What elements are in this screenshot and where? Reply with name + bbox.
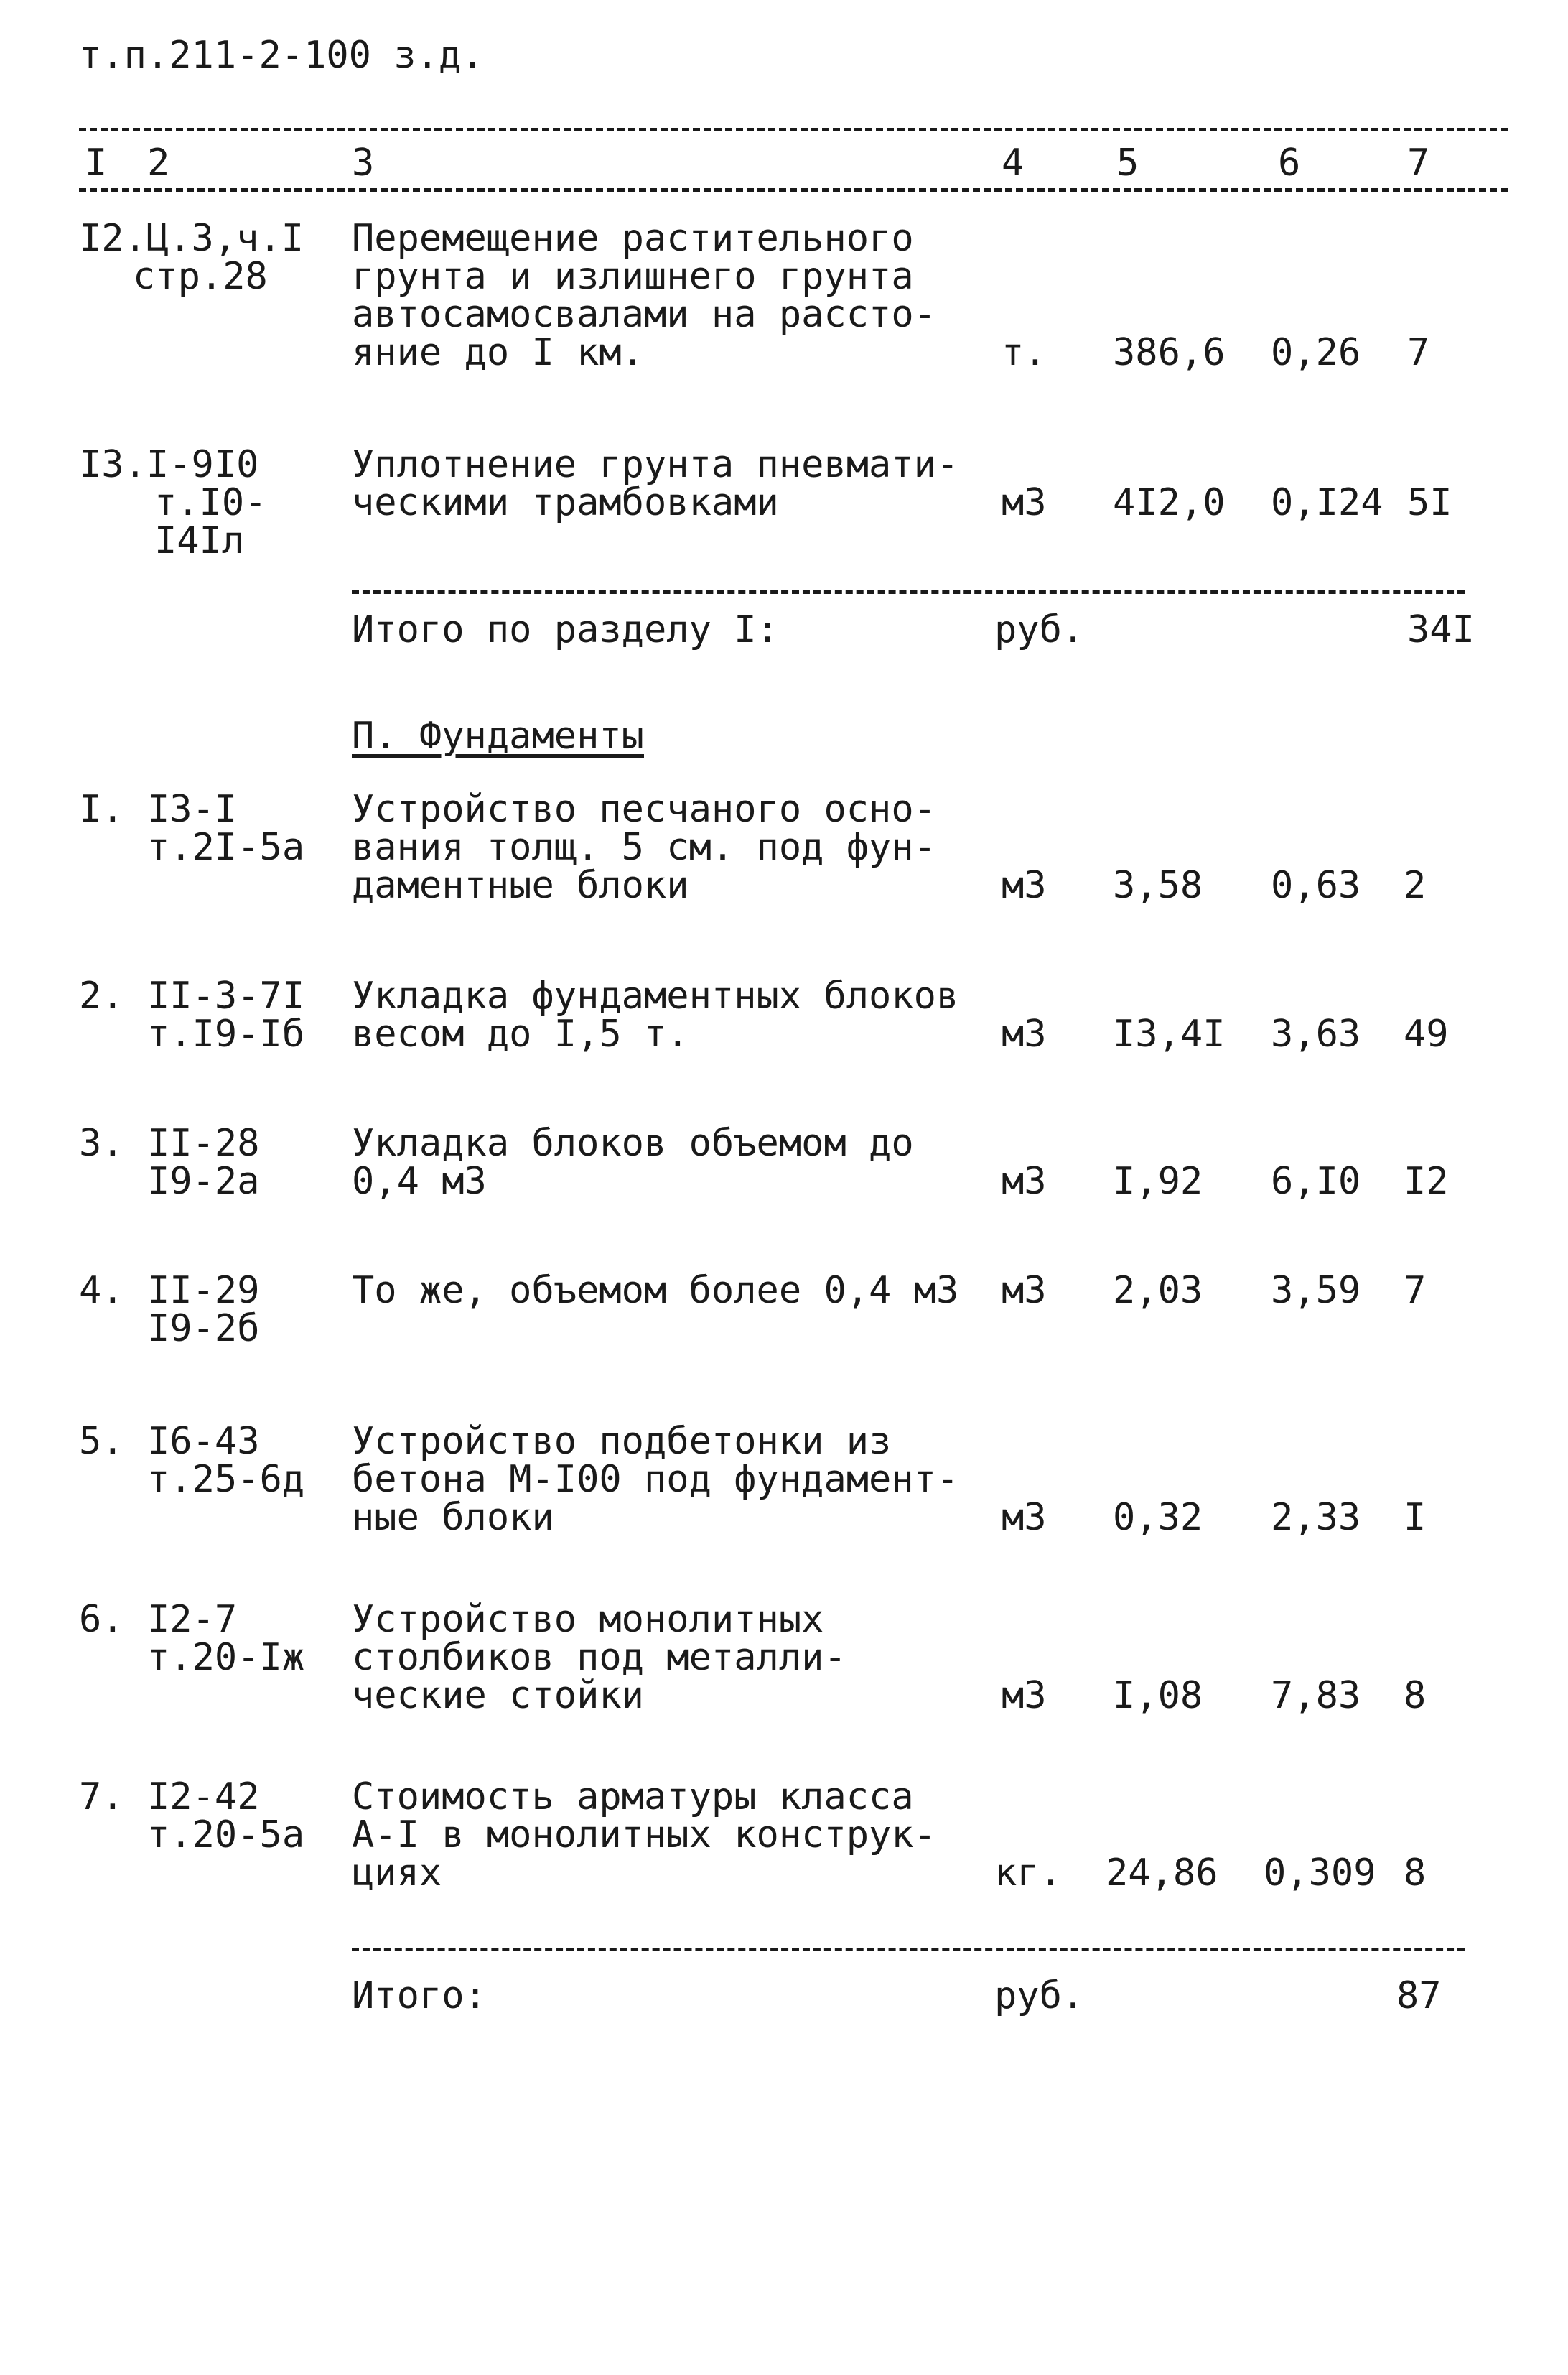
row-description-line: Устройство песчаного осно- bbox=[352, 788, 936, 831]
subtotal-unit: руб. bbox=[994, 1974, 1085, 2017]
row-code-line: I2.Ц.3,ч.I bbox=[79, 217, 304, 260]
row-number: 7. bbox=[79, 1775, 124, 1818]
row-code-line: т.2I-5а bbox=[147, 826, 305, 869]
row-unit: кг. bbox=[994, 1851, 1062, 1895]
row-description-line: Укладка блоков объемом до bbox=[352, 1122, 914, 1165]
row-unit: м3 bbox=[1002, 1269, 1047, 1312]
col-header-5: 5 bbox=[1116, 141, 1139, 185]
row-total: 7 bbox=[1407, 331, 1430, 374]
row-description-line: автосамосвалами на рассто- bbox=[352, 293, 936, 336]
subtotal-rule bbox=[352, 590, 1465, 594]
row-description-line: Устройство подбетонки из bbox=[352, 1420, 892, 1463]
row-unit-price: 0,26 bbox=[1271, 331, 1361, 374]
row-unit: м3 bbox=[1002, 1674, 1047, 1717]
subtotal-label: Итого по разделу I: bbox=[352, 608, 779, 651]
row-code-line: I9-2а bbox=[147, 1160, 260, 1203]
section-title: П. Фундаменты bbox=[352, 715, 644, 758]
row-description-line: Укладка фундаментных блоков bbox=[352, 975, 959, 1018]
row-total: I bbox=[1404, 1496, 1427, 1539]
col-header-1: I bbox=[85, 141, 108, 185]
document-reference: т.п.211-2-100 з.д. bbox=[79, 34, 484, 77]
row-description-line: 0,4 м3 bbox=[352, 1160, 487, 1203]
subtotal-rule bbox=[352, 1948, 1465, 1951]
row-code-line: I4Iл bbox=[154, 519, 245, 562]
row-quantity: I,92 bbox=[1113, 1160, 1203, 1203]
subtotal-label: Итого: bbox=[352, 1974, 487, 2017]
row-description-line: То же, объемом более 0,4 м3 bbox=[352, 1269, 959, 1312]
row-number: 4. bbox=[79, 1269, 124, 1312]
col-header-4: 4 bbox=[1002, 141, 1025, 185]
row-description-line: Стоимость арматуры класса bbox=[352, 1775, 914, 1818]
row-quantity: 0,32 bbox=[1113, 1496, 1203, 1539]
row-description-line: А-I в монолитных конструк- bbox=[352, 1813, 936, 1856]
row-description-line: ческие стойки bbox=[352, 1674, 644, 1717]
row-code-line: т.20-5а bbox=[147, 1813, 305, 1856]
row-description-line: даментные блоки bbox=[352, 864, 689, 907]
row-code-line: т.I0- bbox=[154, 481, 267, 524]
row-unit-price: 2,33 bbox=[1271, 1496, 1361, 1539]
row-description-line: Устройство монолитных bbox=[352, 1598, 824, 1641]
row-description-line: яние до I км. bbox=[352, 331, 644, 374]
row-number: 2. bbox=[79, 975, 124, 1018]
header-top-rule bbox=[79, 128, 1508, 131]
row-code-line: I2-7 bbox=[147, 1598, 238, 1641]
row-unit-price: 3,59 bbox=[1271, 1269, 1361, 1312]
row-quantity: 386,6 bbox=[1113, 331, 1226, 374]
col-header-3: 3 bbox=[352, 141, 375, 185]
row-unit-price: 0,63 bbox=[1271, 864, 1361, 907]
col-header-2: 2 bbox=[147, 141, 170, 185]
row-total: 5I bbox=[1407, 481, 1452, 524]
row-number: 5. bbox=[79, 1420, 124, 1463]
row-number: I. bbox=[79, 788, 124, 831]
row-code-line: I9-2б bbox=[147, 1307, 260, 1350]
subtotal-unit: руб. bbox=[994, 608, 1085, 651]
row-code-line: II-29 bbox=[147, 1269, 260, 1312]
row-code-line: т.I9-Iб bbox=[147, 1013, 305, 1056]
row-quantity: 4I2,0 bbox=[1113, 481, 1226, 524]
row-code-line: I3-I bbox=[147, 788, 238, 831]
row-code-line: стр.28 bbox=[133, 255, 268, 298]
row-description-line: весом до I,5 т. bbox=[352, 1013, 689, 1056]
row-code-line: I6-43 bbox=[147, 1420, 260, 1463]
row-unit-price: 6,I0 bbox=[1271, 1160, 1361, 1203]
row-unit: т. bbox=[1002, 331, 1047, 374]
row-total: I2 bbox=[1404, 1160, 1449, 1203]
row-total: 7 bbox=[1404, 1269, 1427, 1312]
row-description-line: вания толщ. 5 см. под фун- bbox=[352, 826, 936, 869]
row-unit: м3 bbox=[1002, 481, 1047, 524]
row-quantity: 24,86 bbox=[1106, 1851, 1218, 1895]
row-unit: м3 bbox=[1002, 1160, 1047, 1203]
row-description-line: ческими трамбовками bbox=[352, 481, 779, 524]
row-description-line: циях bbox=[352, 1851, 442, 1895]
row-code-line: т.25-6д bbox=[147, 1458, 305, 1501]
row-description-line: ные блоки bbox=[352, 1496, 554, 1539]
row-code-line: I3.I-9I0 bbox=[79, 443, 259, 486]
row-quantity: I,08 bbox=[1113, 1674, 1203, 1717]
row-code-line: I2-42 bbox=[147, 1775, 260, 1818]
row-number: 3. bbox=[79, 1122, 124, 1165]
row-unit-price: 3,63 bbox=[1271, 1013, 1361, 1056]
row-code-line: II-3-7I bbox=[147, 975, 305, 1018]
row-total: 2 bbox=[1404, 864, 1427, 907]
col-header-7: 7 bbox=[1407, 141, 1430, 185]
row-code-line: т.20-Iж bbox=[147, 1636, 305, 1679]
row-description-line: Перемещение растительного bbox=[352, 217, 914, 260]
col-header-6: 6 bbox=[1278, 141, 1301, 185]
row-description-line: столбиков под металли- bbox=[352, 1636, 846, 1679]
header-bottom-rule bbox=[79, 188, 1508, 192]
row-unit: м3 bbox=[1002, 864, 1047, 907]
row-description-line: бетона М-I00 под фундамент- bbox=[352, 1458, 959, 1501]
row-total: 8 bbox=[1404, 1674, 1427, 1717]
row-quantity: 3,58 bbox=[1113, 864, 1203, 907]
subtotal-total: 34I bbox=[1407, 608, 1475, 651]
row-unit-price: 0,I24 bbox=[1271, 481, 1383, 524]
row-description-line: Уплотнение грунта пневмати- bbox=[352, 443, 959, 486]
row-total: 49 bbox=[1404, 1013, 1449, 1056]
row-code-line: II-28 bbox=[147, 1122, 260, 1165]
row-unit: м3 bbox=[1002, 1013, 1047, 1056]
row-description-line: грунта и излишнего грунта bbox=[352, 255, 914, 298]
row-quantity: I3,4I bbox=[1113, 1013, 1226, 1056]
row-number: 6. bbox=[79, 1598, 124, 1641]
row-unit-price: 0,309 bbox=[1264, 1851, 1376, 1895]
row-total: 8 bbox=[1404, 1851, 1427, 1895]
row-unit-price: 7,83 bbox=[1271, 1674, 1361, 1717]
row-unit: м3 bbox=[1002, 1496, 1047, 1539]
subtotal-total: 87 bbox=[1396, 1974, 1442, 2017]
row-quantity: 2,03 bbox=[1113, 1269, 1203, 1312]
